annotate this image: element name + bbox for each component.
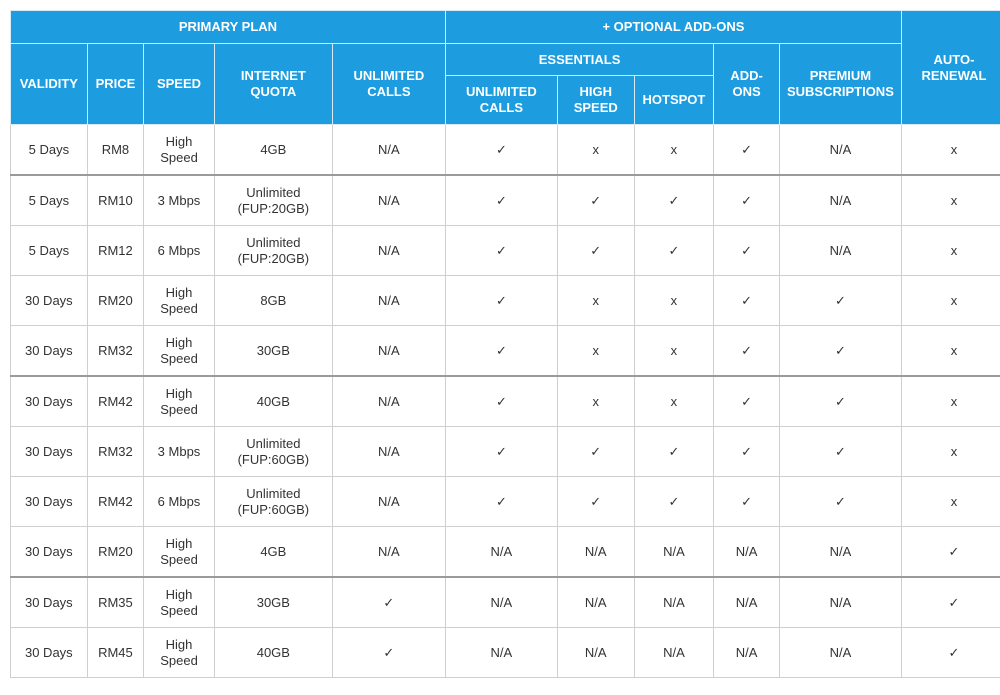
speed-cell: 3 Mbps bbox=[144, 427, 215, 477]
essentials-hotspot-cell: x bbox=[634, 276, 714, 326]
validity-cell: 30 Days bbox=[11, 577, 88, 628]
essentials-high-speed-cell: ✓ bbox=[557, 477, 634, 527]
price-cell: RM20 bbox=[87, 276, 144, 326]
validity-cell: 5 Days bbox=[11, 226, 88, 276]
table-row bbox=[11, 125, 1000, 176]
internet-quota-cell: 40GB bbox=[214, 628, 332, 678]
auto-renewal-cell: x bbox=[901, 326, 1000, 377]
unlimited-calls-cell: ✓ bbox=[332, 577, 445, 628]
validity-cell: 30 Days bbox=[11, 477, 88, 527]
auto-renewal-cell: x bbox=[901, 175, 1000, 226]
optional-addons-header: + OPTIONAL ADD-ONS bbox=[445, 11, 901, 44]
auto-renewal-cell: ✓ bbox=[901, 577, 1000, 628]
essentials-unlimited-calls-cell: ✓ bbox=[445, 477, 557, 527]
essentials-hotspot-cell: N/A bbox=[634, 527, 714, 578]
speed-cell: 6 Mbps bbox=[144, 226, 215, 276]
essentials-high-speed-cell: ✓ bbox=[557, 175, 634, 226]
speed-cell: High Speed bbox=[144, 628, 215, 678]
validity-cell: 30 Days bbox=[11, 628, 88, 678]
essentials-hotspot-header: HOTSPOT bbox=[634, 76, 714, 125]
add-ons-cell: ✓ bbox=[714, 477, 780, 527]
price-cell: RM10 bbox=[87, 175, 144, 226]
auto-renewal-header: AUTO-RENEWAL bbox=[901, 11, 1000, 125]
table-row bbox=[11, 527, 1000, 578]
add-ons-cell: ✓ bbox=[714, 326, 780, 377]
auto-renewal-cell: x bbox=[901, 125, 1000, 176]
add-ons-header: ADD-ONS bbox=[714, 44, 780, 125]
auto-renewal-cell: x bbox=[901, 226, 1000, 276]
add-ons-cell: N/A bbox=[714, 577, 780, 628]
price-cell: RM42 bbox=[87, 376, 144, 427]
table-row bbox=[11, 427, 1000, 477]
unlimited-calls-cell: N/A bbox=[332, 527, 445, 578]
price-cell: RM12 bbox=[87, 226, 144, 276]
price-header: PRICE bbox=[87, 44, 144, 125]
essentials-hotspot-cell: N/A bbox=[634, 628, 714, 678]
essentials-unlimited-calls-cell: ✓ bbox=[445, 276, 557, 326]
add-ons-cell: ✓ bbox=[714, 226, 780, 276]
speed-cell: High Speed bbox=[144, 326, 215, 377]
internet-quota-cell: Unlimited (FUP:60GB) bbox=[214, 477, 332, 527]
essentials-unlimited-calls-cell: N/A bbox=[445, 577, 557, 628]
speed-cell: High Speed bbox=[144, 376, 215, 427]
add-ons-cell: ✓ bbox=[714, 125, 780, 176]
unlimited-calls-cell: N/A bbox=[332, 226, 445, 276]
auto-renewal-cell: ✓ bbox=[901, 527, 1000, 578]
auto-renewal-cell: x bbox=[901, 477, 1000, 527]
essentials-unlimited-calls-header: UNLIMITED CALLS bbox=[445, 76, 557, 125]
primary-plan-header: PRIMARY PLAN bbox=[11, 11, 446, 44]
speed-header: SPEED bbox=[144, 44, 215, 125]
price-cell: RM45 bbox=[87, 628, 144, 678]
add-ons-cell: N/A bbox=[714, 628, 780, 678]
internet-quota-cell: 40GB bbox=[214, 376, 332, 427]
table-header bbox=[11, 11, 1000, 125]
essentials-high-speed-cell: ✓ bbox=[557, 427, 634, 477]
validity-header: VALIDITY bbox=[11, 44, 88, 125]
internet-quota-cell: 8GB bbox=[214, 276, 332, 326]
validity-cell: 30 Days bbox=[11, 326, 88, 377]
speed-cell: 3 Mbps bbox=[144, 175, 215, 226]
table-row bbox=[11, 175, 1000, 226]
essentials-hotspot-cell: x bbox=[634, 376, 714, 427]
essentials-high-speed-cell: x bbox=[557, 376, 634, 427]
price-cell: RM42 bbox=[87, 477, 144, 527]
table-body bbox=[11, 125, 1000, 678]
table-row bbox=[11, 376, 1000, 427]
premium-subscriptions-cell: ✓ bbox=[779, 427, 901, 477]
essentials-unlimited-calls-cell: ✓ bbox=[445, 376, 557, 427]
add-ons-cell: N/A bbox=[714, 527, 780, 578]
premium-subscriptions-cell: ✓ bbox=[779, 477, 901, 527]
unlimited-calls-cell: N/A bbox=[332, 276, 445, 326]
validity-cell: 30 Days bbox=[11, 427, 88, 477]
premium-subscriptions-cell: N/A bbox=[779, 226, 901, 276]
price-cell: RM32 bbox=[87, 427, 144, 477]
price-cell: RM8 bbox=[87, 125, 144, 176]
essentials-high-speed-cell: ✓ bbox=[557, 226, 634, 276]
internet-quota-cell: 30GB bbox=[214, 326, 332, 377]
table-row bbox=[11, 628, 1000, 678]
unlimited-calls-cell: N/A bbox=[332, 175, 445, 226]
price-cell: RM32 bbox=[87, 326, 144, 377]
premium-subscriptions-cell: ✓ bbox=[779, 326, 901, 377]
premium-subscriptions-cell: N/A bbox=[779, 527, 901, 578]
auto-renewal-cell: x bbox=[901, 376, 1000, 427]
essentials-high-speed-cell: x bbox=[557, 326, 634, 377]
unlimited-calls-cell: ✓ bbox=[332, 628, 445, 678]
auto-renewal-cell: ✓ bbox=[901, 628, 1000, 678]
table-row bbox=[11, 276, 1000, 326]
validity-cell: 30 Days bbox=[11, 527, 88, 578]
validity-cell: 5 Days bbox=[11, 175, 88, 226]
essentials-hotspot-cell: x bbox=[634, 125, 714, 176]
premium-subscriptions-cell: ✓ bbox=[779, 276, 901, 326]
price-cell: RM20 bbox=[87, 527, 144, 578]
plan-comparison-table bbox=[10, 10, 1000, 678]
validity-cell: 30 Days bbox=[11, 276, 88, 326]
speed-cell: High Speed bbox=[144, 276, 215, 326]
add-ons-cell: ✓ bbox=[714, 427, 780, 477]
essentials-unlimited-calls-cell: ✓ bbox=[445, 326, 557, 377]
add-ons-cell: ✓ bbox=[714, 376, 780, 427]
speed-cell: High Speed bbox=[144, 577, 215, 628]
speed-cell: High Speed bbox=[144, 125, 215, 176]
essentials-header: ESSENTIALS bbox=[445, 44, 713, 76]
unlimited-calls-cell: N/A bbox=[332, 326, 445, 377]
essentials-unlimited-calls-cell: N/A bbox=[445, 527, 557, 578]
premium-subscriptions-cell: ✓ bbox=[779, 376, 901, 427]
essentials-hotspot-cell: ✓ bbox=[634, 226, 714, 276]
premium-subscriptions-cell: N/A bbox=[779, 175, 901, 226]
table-row bbox=[11, 577, 1000, 628]
essentials-high-speed-cell: x bbox=[557, 276, 634, 326]
essentials-high-speed-cell: N/A bbox=[557, 527, 634, 578]
internet-quota-cell: 4GB bbox=[214, 527, 332, 578]
internet-quota-cell: Unlimited (FUP:20GB) bbox=[214, 226, 332, 276]
essentials-hotspot-cell: x bbox=[634, 326, 714, 377]
unlimited-calls-cell: N/A bbox=[332, 427, 445, 477]
internet-quota-cell: 4GB bbox=[214, 125, 332, 176]
validity-cell: 30 Days bbox=[11, 376, 88, 427]
premium-subscriptions-header: PREMIUM SUBSCRIPTIONS bbox=[779, 44, 901, 125]
essentials-high-speed-header: HIGH SPEED bbox=[557, 76, 634, 125]
internet-quota-cell: 30GB bbox=[214, 577, 332, 628]
unlimited-calls-cell: N/A bbox=[332, 376, 445, 427]
internet-quota-cell: Unlimited (FUP:60GB) bbox=[214, 427, 332, 477]
table-row bbox=[11, 477, 1000, 527]
essentials-high-speed-cell: N/A bbox=[557, 577, 634, 628]
essentials-unlimited-calls-cell: ✓ bbox=[445, 226, 557, 276]
essentials-unlimited-calls-cell: ✓ bbox=[445, 427, 557, 477]
internet-quota-cell: Unlimited (FUP:20GB) bbox=[214, 175, 332, 226]
add-ons-cell: ✓ bbox=[714, 276, 780, 326]
auto-renewal-cell: x bbox=[901, 427, 1000, 477]
essentials-hotspot-cell: N/A bbox=[634, 577, 714, 628]
validity-cell: 5 Days bbox=[11, 125, 88, 176]
essentials-high-speed-cell: x bbox=[557, 125, 634, 176]
essentials-unlimited-calls-cell: N/A bbox=[445, 628, 557, 678]
internet-quota-header: INTERNET QUOTA bbox=[214, 44, 332, 125]
auto-renewal-cell: x bbox=[901, 276, 1000, 326]
essentials-unlimited-calls-cell: ✓ bbox=[445, 175, 557, 226]
table-row bbox=[11, 226, 1000, 276]
add-ons-cell: ✓ bbox=[714, 175, 780, 226]
plan-comparison-table-container bbox=[10, 10, 1000, 678]
price-cell: RM35 bbox=[87, 577, 144, 628]
unlimited-calls-cell: N/A bbox=[332, 125, 445, 176]
premium-subscriptions-cell: N/A bbox=[779, 628, 901, 678]
essentials-hotspot-cell: ✓ bbox=[634, 477, 714, 527]
essentials-hotspot-cell: ✓ bbox=[634, 427, 714, 477]
speed-cell: 6 Mbps bbox=[144, 477, 215, 527]
premium-subscriptions-cell: N/A bbox=[779, 125, 901, 176]
essentials-high-speed-cell: N/A bbox=[557, 628, 634, 678]
essentials-hotspot-cell: ✓ bbox=[634, 175, 714, 226]
unlimited-calls-cell: N/A bbox=[332, 477, 445, 527]
table-row bbox=[11, 326, 1000, 377]
premium-subscriptions-cell: N/A bbox=[779, 577, 901, 628]
unlimited-calls-header: UNLIMITED CALLS bbox=[332, 44, 445, 125]
essentials-unlimited-calls-cell: ✓ bbox=[445, 125, 557, 176]
speed-cell: High Speed bbox=[144, 527, 215, 578]
